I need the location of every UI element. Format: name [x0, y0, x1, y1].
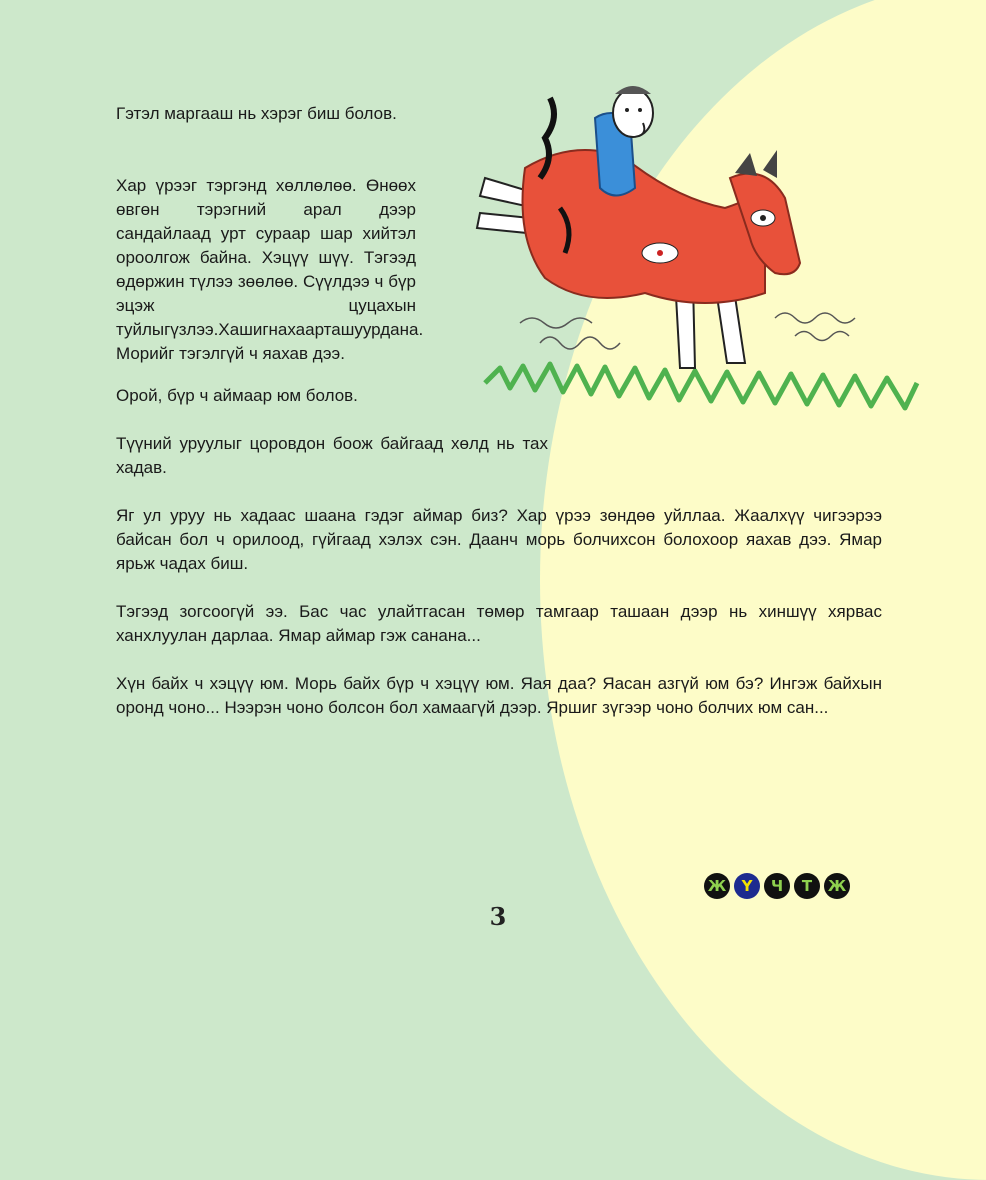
paragraph-4: Түүний уруулыг цоровдон боож байгаад хөлд нь тах хадав. [116, 434, 548, 477]
paragraph-5: Яг ул уруу нь хадаас шаана гэдэг аймар биз? Хар үрээ зөндөө уйллаа. Жаалхүү чигээрээ байсан бол ч орилоод, гүйгаад хэлэх сэн. Даанч морь болчихсон болохоор яахав дээ. Ямар ярьж чадах биш. [116, 506, 882, 573]
page-number: 3 [489, 902, 507, 931]
logo-letter: Ж [824, 873, 850, 899]
paragraph-1: Гэтэл маргааш нь хэрэг биш болов. [116, 104, 397, 123]
paragraph-6: Тэгээд зогсоогүй ээ. Бас час улайтгасан төмөр тамгаар ташаан дээр нь хиншүү хярвас ханхлуулан дарлаа. Ямар аймар гэж санана... [116, 602, 882, 645]
paragraph-3: Орой, бүр ч аймаар юм болов. [116, 386, 358, 405]
paragraph-7: Хүн байх ч хэцүү юм. Морь байх бүр ч хэцүү юм. Яая даа? Яасан азгүй юм бэ? Ингэж байхын оронд чоно... Нээрэн чоно болсон бол хамаагүй дээр. Яршиг зүгээр чоно болчих юм сан... [116, 674, 882, 717]
logo-letter: Т [794, 873, 820, 899]
logo-letter: Ү [734, 873, 760, 899]
publisher-logo [704, 873, 850, 899]
logo-letter: Ж [704, 873, 730, 899]
horse-rider-drawing-icon [465, 78, 925, 428]
paragraph-2: Хар үрээг тэргэнд хөллөлөө. Өнөөх өвгөн тэрэгний арал дээр сандайлаад урт сураар шар хийтэл ороолгож байна. Хэцүү шүү. Тэгээд өдөржин түлээ зөөлөө. Сүүлдээ ч бүр эцэж цуцахын туйлыгүзлээ.Хашигнахаарташуурдана. Морийг тэгэлгүй ч яахав дээ. [116, 176, 424, 363]
logo-letter: Ч [764, 873, 790, 899]
